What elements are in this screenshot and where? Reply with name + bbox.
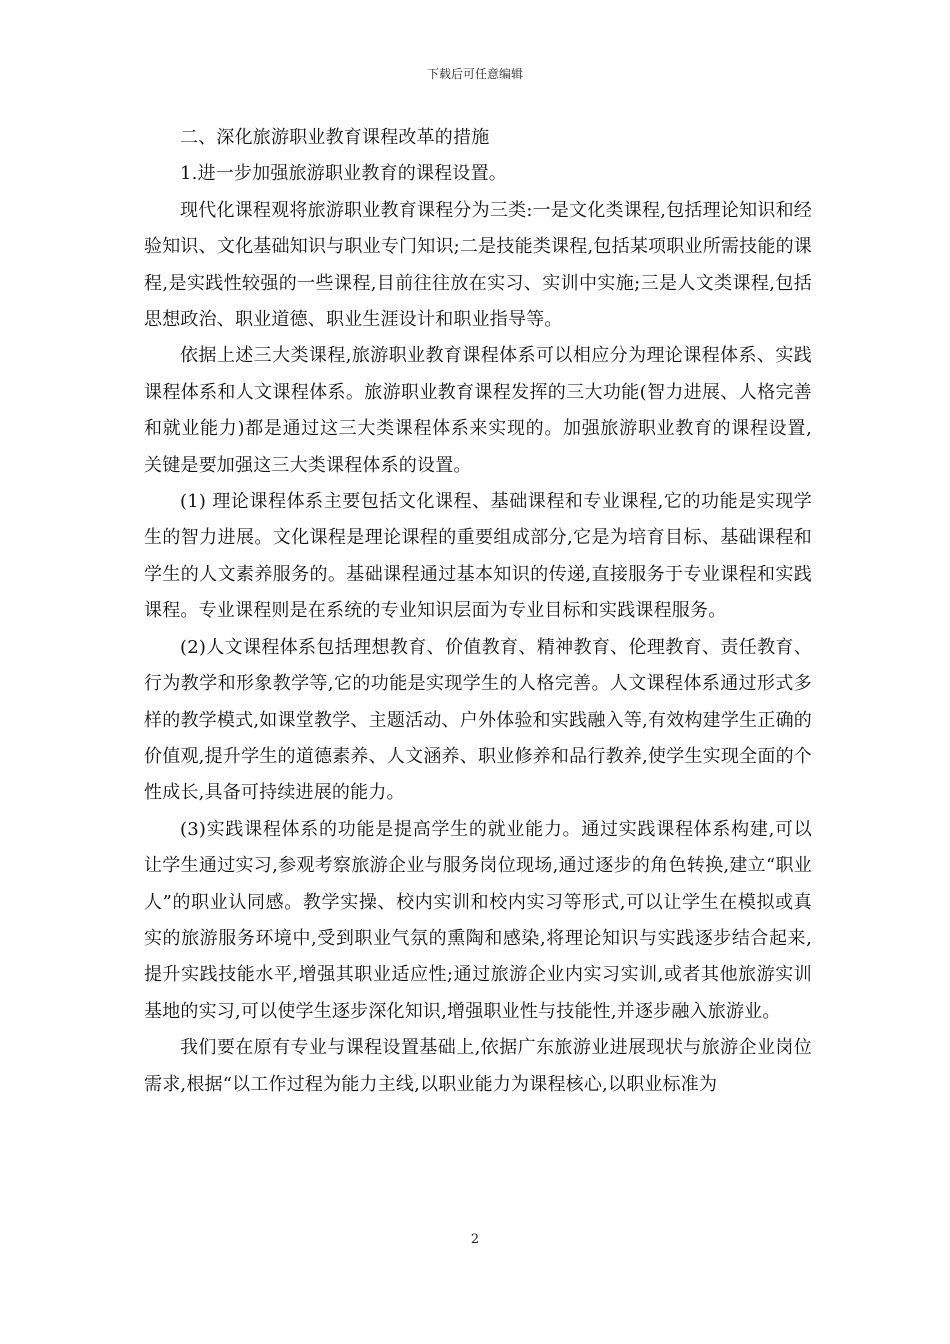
body-paragraph: 现代化课程观将旅游职业教育课程分为三类:一是文化类课程,包括理论知识和经验知识、文化基础知识与职业专门知识;二是技能类课程,包括某项职业所需技能的课程,是实践性较强的一些课程,目前往往放在实习、实训中实施;三是人文类课程,包括思想政治、职业道德、职业生涯设计和职业指导等。 (144, 199, 812, 331)
body-paragraph: 依据上述三大类课程,旅游职业教育课程体系可以相应分为理论课程体系、实践课程体系和人文课程体系。旅游职业教育课程发挥的三大功能(智力进展、人格完善和就业能力)都是通过这三大类课程体系来实现的。加强旅游职业教育的课程设置,关键是要加强这三大类课程体系的设置。 (144, 345, 812, 476)
page-header: 下载后可任意编辑 (426, 67, 523, 81)
section-heading: 二、深化旅游职业教育课程改革的措施 (180, 127, 490, 148)
page-number: 2 (470, 1232, 480, 1247)
body-paragraph: 我们要在原有专业与课程设置基础上,依据广东旅游业进展现状与旅游企业岗位需求,根据“以工作过程为能力主线,以职业能力为课程核心,以职业标准为 (144, 1037, 812, 1095)
body-paragraph: (1) 理论课程体系主要包括文化课程、基础课程和专业课程,它的功能是实现学生的智力进展。文化课程是理论课程的重要组成部分,它是为培育目标、基础课程和学生的人文素养服务的。基础课程通过基本知识的传递,直接服务于专业课程和实践课程。专业课程则是在系统的专业知识层面为专业目标和实践课程服务。 (144, 491, 812, 622)
subsection-heading: 1.进一步加强旅游职业教育的课程设置。 (180, 163, 507, 185)
body-paragraph: (3)实践课程体系的功能是提高学生的就业能力。通过实践课程体系构建,可以让学生通过实习,参观考察旅游企业与服务岗位现场,通过逐步的角色转换,建立“职业人”的职业认同感。教学实操、校内实训和校内实习等形式,可以让学生在模拟或真实的旅游服务环境中,受到职业气氛的熏陶和感染,将理论知识与实践逐步结合起来,提升实践技能水平,增强其职业适应性;通过旅游企业内实习实训,或者其他旅游实训基地的实习,可以使学生逐步深化知识,增强职业性与技能性,并逐步融入旅游业。 (144, 818, 812, 1022)
document-body (144, 120, 812, 1103)
body-paragraph: (2)人文课程体系包括理想教育、价值教育、精神教育、伦理教育、责任教育、行为教学和形象教学等,它的功能是实现学生的人格完善。人文课程体系通过形式多样的教学模式,如课堂教学、主题活动、户外体验和实践融入等,有效构建学生正确的价值观,提升学生的道德素养、人文涵养、职业修养和品行教养,使学生实现全面的个性成长,具备可持续进展的能力。 (144, 636, 812, 804)
